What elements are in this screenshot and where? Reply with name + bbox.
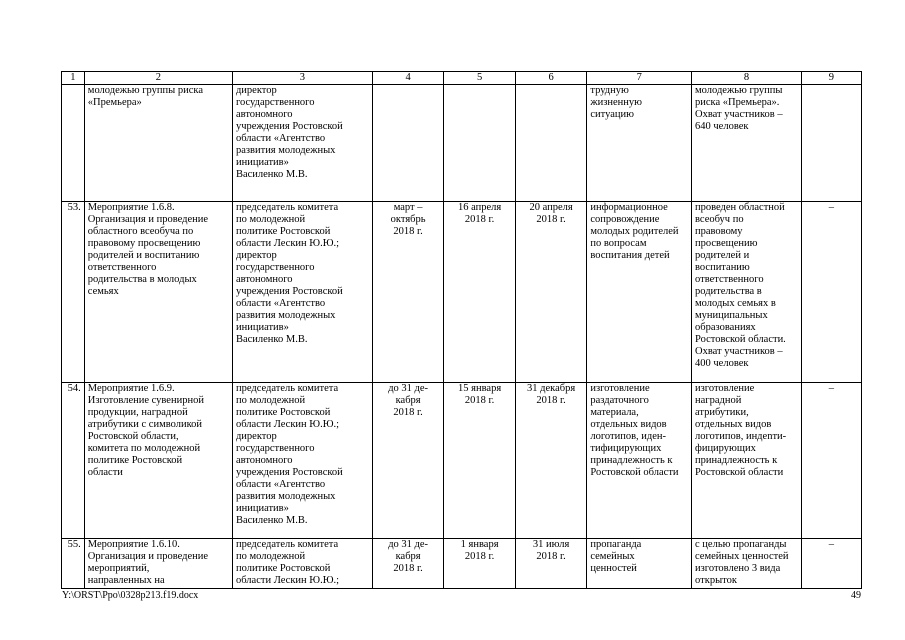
column-number: 2 bbox=[84, 72, 232, 85]
column-number-header-row bbox=[62, 72, 862, 85]
table-row bbox=[62, 202, 862, 383]
row-number: 53. bbox=[62, 202, 85, 383]
actual-result-cell: проведен областной всеобуч по правовому просвещению родителей и воспитанию ответственного родительства в молодых семьях в муниципальных образованиях Ростовской области. Охват участников – 400 человек bbox=[692, 202, 802, 383]
event-cell: Мероприятие 1.6.8. Организация и проведение областного всеобуча по правовому просвещению родителей и воспитанию ответственного родительства в молодых семьях bbox=[84, 202, 232, 383]
responsible-cell: председатель комитета по молодежной политике Ростовской области Лескин Ю.Ю.; директор государственного автономного учреждения Ростовской области «Агентство развития молодежных инициатив» Василенко М.В. bbox=[232, 383, 372, 539]
expected-result-cell: пропаганда семейных ценностей bbox=[587, 539, 692, 589]
planned-date-cell: март – октябрь 2018 г. bbox=[372, 202, 444, 383]
event-cell: Мероприятие 1.6.10. Организация и проведение мероприятий, направленных на bbox=[84, 539, 232, 589]
document-file-path: Y:\ORST\Ppo\0328p213.f19.docx bbox=[62, 590, 199, 601]
report-table bbox=[61, 71, 862, 589]
start-date-cell bbox=[444, 85, 516, 202]
note-cell: – bbox=[801, 539, 861, 589]
event-cell: молодежью группы риска «Премьера» bbox=[84, 85, 232, 202]
note-cell: – bbox=[801, 202, 861, 383]
start-date-cell: 1 января 2018 г. bbox=[444, 539, 516, 589]
table-row bbox=[62, 383, 862, 539]
column-number: 6 bbox=[515, 72, 587, 85]
row-number bbox=[62, 85, 85, 202]
end-date-cell: 31 июля 2018 г. bbox=[515, 539, 587, 589]
expected-result-cell: изготовление раздаточного материала, отдельных видов логотипов, иден- тифицирующих принадлежность к Ростовской области bbox=[587, 383, 692, 539]
column-number: 1 bbox=[62, 72, 85, 85]
column-number: 8 bbox=[692, 72, 802, 85]
actual-result-cell: молодежью группы риска «Премьера». Охват участников – 640 человек bbox=[692, 85, 802, 202]
expected-result-cell: трудную жизненную ситуацию bbox=[587, 85, 692, 202]
column-number: 7 bbox=[587, 72, 692, 85]
column-number: 3 bbox=[232, 72, 372, 85]
end-date-cell: 31 декабря 2018 г. bbox=[515, 383, 587, 539]
table-row bbox=[62, 539, 862, 589]
planned-date-cell: до 31 де- кабря 2018 г. bbox=[372, 383, 444, 539]
row-number: 55. bbox=[62, 539, 85, 589]
event-cell: Мероприятие 1.6.9. Изготовление сувенирной продукции, наградной атрибутики с символикой Ростовской области, комитета по молодежной политике Ростовской области bbox=[84, 383, 232, 539]
responsible-cell: директор государственного автономного учреждения Ростовской области «Агентство развития молодежных инициатив» Василенко М.В. bbox=[232, 85, 372, 202]
start-date-cell: 15 января 2018 г. bbox=[444, 383, 516, 539]
note-cell: – bbox=[801, 383, 861, 539]
end-date-cell: 20 апреля 2018 г. bbox=[515, 202, 587, 383]
page-number: 49 bbox=[851, 590, 861, 601]
row-number: 54. bbox=[62, 383, 85, 539]
end-date-cell bbox=[515, 85, 587, 202]
planned-date-cell bbox=[372, 85, 444, 202]
note-cell bbox=[801, 85, 861, 202]
planned-date-cell: до 31 де- кабря 2018 г. bbox=[372, 539, 444, 589]
table-row bbox=[62, 85, 862, 202]
column-number: 9 bbox=[801, 72, 861, 85]
start-date-cell: 16 апреля 2018 г. bbox=[444, 202, 516, 383]
actual-result-cell: изготовление наградной атрибутики, отдельных видов логотипов, индenти- фицирующих принадлежность к Ростовской области bbox=[692, 383, 802, 539]
responsible-cell: председатель комитета по молодежной политике Ростовской области Лескин Ю.Ю.; bbox=[232, 539, 372, 589]
column-number: 5 bbox=[444, 72, 516, 85]
responsible-cell: председатель комитета по молодежной политике Ростовской области Лескин Ю.Ю.; директор государственного автономного учреждения Ростовской области «Агентство развития молодежных инициатив» Василенко М.В. bbox=[232, 202, 372, 383]
actual-result-cell: с целью пропаганды семейных ценностей изготовлено 3 вида открыток bbox=[692, 539, 802, 589]
expected-result-cell: информационное сопровождение молодых родителей по вопросам воспитания детей bbox=[587, 202, 692, 383]
column-number: 4 bbox=[372, 72, 444, 85]
